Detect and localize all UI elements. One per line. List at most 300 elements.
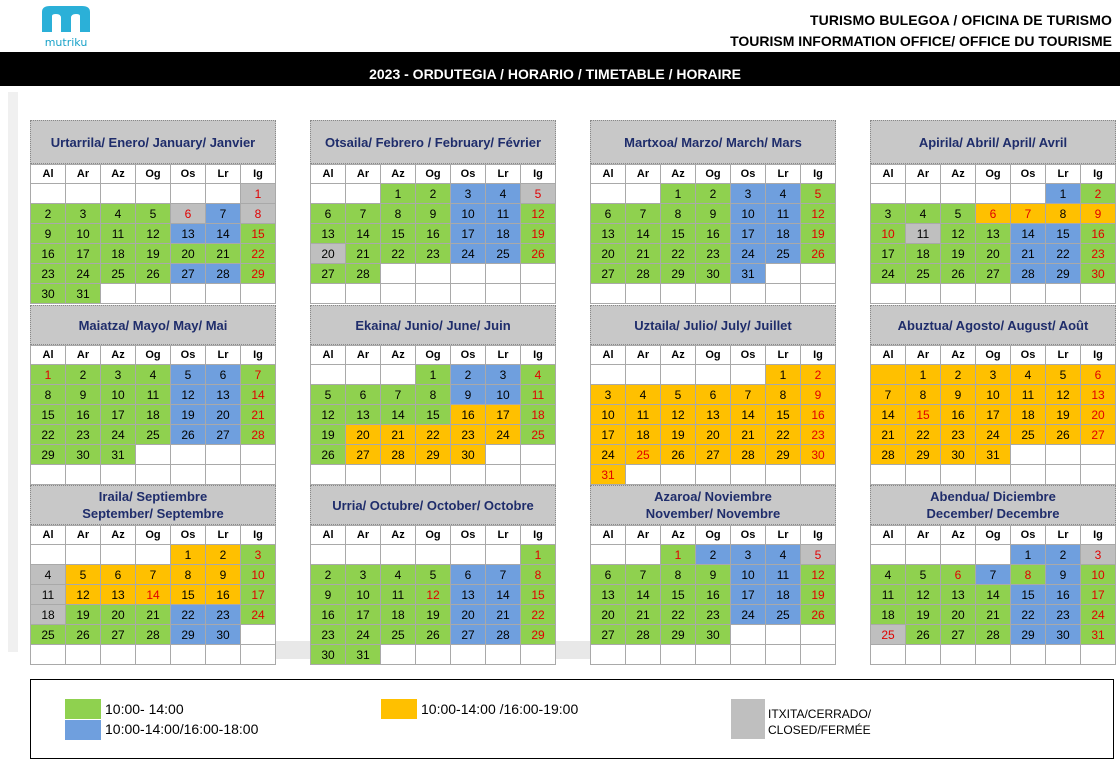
week-row [311, 284, 556, 304]
weekday-label: Ar [626, 526, 661, 545]
day-cell: 1 [1046, 184, 1081, 204]
empty-day-cell [241, 645, 276, 665]
day-cell: 15 [661, 224, 696, 244]
day-cell: 29 [1011, 625, 1046, 645]
day-cell: 9 [801, 385, 836, 405]
day-cell: 5 [311, 385, 346, 405]
weekday-label: Az [941, 165, 976, 184]
day-cell: 11 [766, 565, 801, 585]
day-cell: 26 [801, 244, 836, 264]
empty-day-cell [381, 465, 416, 485]
day-cell: 26 [171, 425, 206, 445]
day-cell: 8 [521, 565, 556, 585]
weekday-header-row [591, 346, 836, 365]
day-cell: 18 [486, 224, 521, 244]
day-cell: 23 [31, 264, 66, 284]
empty-day-cell [731, 645, 766, 665]
day-cell: 13 [206, 385, 241, 405]
empty-day-cell [1011, 284, 1046, 304]
day-cell: 18 [871, 605, 906, 625]
day-cell: 8 [241, 204, 276, 224]
day-cell: 21 [731, 425, 766, 445]
day-cell: 12 [1046, 385, 1081, 405]
week-row [871, 565, 1116, 585]
day-cell: 27 [941, 625, 976, 645]
day-cell: 23 [206, 605, 241, 625]
weekday-label: Lr [486, 165, 521, 184]
weekday-label: Az [661, 346, 696, 365]
empty-day-cell [451, 264, 486, 284]
weekday-label: Az [101, 346, 136, 365]
day-cell: 17 [486, 405, 521, 425]
day-cell: 9 [451, 385, 486, 405]
week-row [591, 365, 836, 385]
day-cell: 21 [871, 425, 906, 445]
day-cell: 4 [871, 565, 906, 585]
empty-day-cell [1046, 445, 1081, 465]
empty-day-cell [661, 284, 696, 304]
empty-day-cell [241, 445, 276, 465]
empty-day-cell [171, 184, 206, 204]
empty-day-cell [311, 365, 346, 385]
weekday-label: Az [661, 165, 696, 184]
day-cell: 6 [311, 204, 346, 224]
day-cell: 16 [1046, 585, 1081, 605]
day-cell: 11 [486, 204, 521, 224]
day-cell: 15 [31, 405, 66, 425]
weekday-label: Og [696, 165, 731, 184]
empty-day-cell [941, 545, 976, 565]
day-cell: 10 [101, 385, 136, 405]
day-cell: 14 [206, 224, 241, 244]
day-cell: 3 [101, 365, 136, 385]
day-cell: 12 [416, 585, 451, 605]
day-cell: 7 [731, 385, 766, 405]
week-row [31, 244, 276, 264]
weekday-label: Os [731, 526, 766, 545]
empty-day-cell [206, 645, 241, 665]
empty-day-cell [591, 284, 626, 304]
empty-day-cell [871, 184, 906, 204]
day-cell: 3 [486, 365, 521, 385]
day-cell: 17 [451, 224, 486, 244]
empty-day-cell [31, 545, 66, 565]
day-cell: 14 [136, 585, 171, 605]
empty-day-cell [1081, 445, 1116, 465]
empty-day-cell [941, 645, 976, 665]
day-cell: 21 [486, 605, 521, 625]
logo-text: mutriku [44, 36, 88, 49]
day-cell: 25 [906, 264, 941, 284]
day-cell: 15 [906, 405, 941, 425]
day-cell: 9 [941, 385, 976, 405]
empty-day-cell [1081, 645, 1116, 665]
day-cell: 17 [241, 585, 276, 605]
day-cell: 18 [521, 405, 556, 425]
weekday-label: Og [696, 346, 731, 365]
day-cell: 1 [171, 545, 206, 565]
day-cell: 17 [731, 224, 766, 244]
month-april [870, 120, 1116, 304]
weekday-header-row [31, 346, 276, 365]
day-cell: 28 [731, 445, 766, 465]
day-cell: 7 [626, 204, 661, 224]
day-cell: 23 [696, 244, 731, 264]
empty-day-cell [311, 284, 346, 304]
day-cell: 28 [381, 445, 416, 465]
week-row [31, 204, 276, 224]
day-cell: 8 [171, 565, 206, 585]
day-cell: 12 [661, 405, 696, 425]
empty-day-cell [801, 284, 836, 304]
week-row [311, 425, 556, 445]
empty-day-cell [941, 184, 976, 204]
month-title: Uztaila/ Julio/ July/ Juillet [590, 305, 836, 345]
day-cell: 16 [31, 244, 66, 264]
day-cell: 30 [31, 284, 66, 304]
month-title: Urtarrila/ Enero/ January/ Janvier [30, 120, 276, 164]
day-cell: 20 [1081, 405, 1116, 425]
empty-day-cell [101, 184, 136, 204]
empty-day-cell [381, 284, 416, 304]
day-cell: 1 [1011, 545, 1046, 565]
empty-day-cell [976, 645, 1011, 665]
weekday-label: Lr [766, 526, 801, 545]
empty-day-cell [626, 184, 661, 204]
day-cell: 25 [871, 625, 906, 645]
day-cell: 24 [241, 605, 276, 625]
weekday-label: Og [416, 346, 451, 365]
day-cell: 13 [171, 224, 206, 244]
day-cell: 3 [66, 204, 101, 224]
weekday-label: Ig [241, 346, 276, 365]
week-row [311, 244, 556, 264]
day-cell: 28 [626, 264, 661, 284]
day-cell: 2 [1046, 545, 1081, 565]
day-cell: 4 [626, 385, 661, 405]
day-cell: 14 [871, 405, 906, 425]
day-cell: 18 [626, 425, 661, 445]
day-cell: 18 [906, 244, 941, 264]
empty-day-cell [381, 264, 416, 284]
month-december [870, 485, 1116, 665]
day-cell: 5 [801, 184, 836, 204]
day-cell: 30 [696, 264, 731, 284]
day-cell: 13 [591, 585, 626, 605]
week-row [591, 565, 836, 585]
weekday-label: Os [1011, 526, 1046, 545]
week-row [311, 465, 556, 485]
day-cell: 13 [101, 585, 136, 605]
weekday-label: Al [311, 346, 346, 365]
day-cell: 21 [626, 605, 661, 625]
day-cell: 20 [591, 244, 626, 264]
office-title-basque-spanish: TURISMO BULEGOA / OFICINA DE TURISMO [809, 12, 1112, 28]
week-row [311, 445, 556, 465]
week-row [871, 264, 1116, 284]
day-cell: 22 [31, 425, 66, 445]
day-cell: 13 [346, 405, 381, 425]
week-row [871, 625, 1116, 645]
empty-day-cell [871, 545, 906, 565]
day-cell: 21 [381, 425, 416, 445]
legend-orange-label: 10:00-14:00 /16:00-19:00 [421, 701, 579, 717]
day-cell: 8 [766, 385, 801, 405]
empty-day-cell [731, 284, 766, 304]
day-cell: 27 [206, 425, 241, 445]
day-cell: 17 [976, 405, 1011, 425]
day-cell: 7 [381, 385, 416, 405]
empty-day-cell [451, 645, 486, 665]
day-cell: 20 [976, 244, 1011, 264]
day-cell: 7 [871, 385, 906, 405]
day-cell: 28 [1011, 264, 1046, 284]
day-cell: 19 [171, 405, 206, 425]
day-cell: 19 [416, 605, 451, 625]
week-row [591, 445, 836, 465]
day-cell: 25 [766, 605, 801, 625]
day-cell: 2 [416, 184, 451, 204]
day-cell: 8 [31, 385, 66, 405]
day-cell: 24 [451, 244, 486, 264]
day-cell: 25 [101, 264, 136, 284]
day-cell: 14 [1011, 224, 1046, 244]
empty-day-cell [66, 184, 101, 204]
week-row [871, 465, 1116, 485]
day-cell: 20 [101, 605, 136, 625]
spacer [276, 641, 310, 659]
empty-day-cell [626, 365, 661, 385]
weekday-header-row [871, 346, 1116, 365]
day-cell: 23 [1081, 244, 1116, 264]
day-cell: 23 [416, 244, 451, 264]
weekday-label: Ar [906, 526, 941, 545]
empty-day-cell [346, 365, 381, 385]
week-row [311, 405, 556, 425]
week-row [31, 425, 276, 445]
empty-day-cell [31, 465, 66, 485]
day-cell: 30 [1081, 264, 1116, 284]
weekday-label: Os [731, 346, 766, 365]
day-cell: 23 [311, 625, 346, 645]
day-cell: 7 [1011, 204, 1046, 224]
day-cell: 3 [1081, 545, 1116, 565]
weekday-label: Os [451, 346, 486, 365]
empty-day-cell [941, 284, 976, 304]
empty-day-cell [346, 284, 381, 304]
empty-day-cell [136, 445, 171, 465]
timetable-title: 2023 - ORDUTEGIA / HORARIO / TIMETABLE / HORAIRE [369, 66, 741, 82]
empty-day-cell [101, 645, 136, 665]
empty-day-cell [241, 465, 276, 485]
day-cell: 9 [1081, 204, 1116, 224]
day-cell: 3 [241, 545, 276, 565]
day-cell: 2 [451, 365, 486, 385]
month-title: Maiatza/ Mayo/ May/ Mai [30, 305, 276, 345]
day-cell: 24 [66, 264, 101, 284]
day-cell: 26 [416, 625, 451, 645]
day-cell: 16 [1081, 224, 1116, 244]
day-cell: 16 [451, 405, 486, 425]
day-cell: 2 [206, 545, 241, 565]
day-cell: 29 [241, 264, 276, 284]
month-august [870, 305, 1116, 485]
weekday-label: Ar [906, 346, 941, 365]
day-cell: 29 [1046, 264, 1081, 284]
weekday-label: Lr [206, 165, 241, 184]
week-row [591, 224, 836, 244]
day-cell: 4 [136, 365, 171, 385]
day-cell: 30 [66, 445, 101, 465]
day-cell: 18 [766, 585, 801, 605]
day-cell: 5 [941, 204, 976, 224]
day-cell: 1 [381, 184, 416, 204]
day-cell: 26 [801, 605, 836, 625]
day-cell: 19 [66, 605, 101, 625]
day-cell: 1 [661, 184, 696, 204]
day-cell: 18 [766, 224, 801, 244]
empty-day-cell [661, 465, 696, 485]
day-cell: 22 [1046, 244, 1081, 264]
weekday-label: Lr [1046, 165, 1081, 184]
empty-day-cell [661, 365, 696, 385]
empty-day-cell [1011, 645, 1046, 665]
week-row [311, 565, 556, 585]
month-table [30, 525, 276, 665]
empty-day-cell [346, 545, 381, 565]
empty-day-cell [311, 545, 346, 565]
weekday-label: Al [871, 165, 906, 184]
empty-day-cell [206, 465, 241, 485]
weekday-label: Ar [346, 526, 381, 545]
day-cell: 30 [311, 645, 346, 665]
week-row [591, 585, 836, 605]
day-cell: 2 [801, 365, 836, 385]
day-cell: 28 [136, 625, 171, 645]
day-cell: 10 [66, 224, 101, 244]
day-cell: 10 [731, 565, 766, 585]
empty-day-cell [136, 284, 171, 304]
empty-day-cell [101, 284, 136, 304]
weekday-label: Az [381, 165, 416, 184]
day-cell: 12 [171, 385, 206, 405]
day-cell: 1 [241, 184, 276, 204]
spacer [556, 641, 590, 659]
day-cell: 29 [171, 625, 206, 645]
weekday-label: Og [696, 526, 731, 545]
day-cell: 3 [451, 184, 486, 204]
day-cell: 8 [416, 385, 451, 405]
day-cell: 2 [66, 365, 101, 385]
empty-day-cell [136, 545, 171, 565]
empty-day-cell [486, 445, 521, 465]
week-row [871, 284, 1116, 304]
day-cell: 1 [906, 365, 941, 385]
empty-day-cell [381, 545, 416, 565]
empty-day-cell [416, 284, 451, 304]
month-table [870, 164, 1116, 304]
month-title: Iraila/ Septiembre September/ Septembre [30, 485, 276, 525]
weekday-label: Ar [66, 526, 101, 545]
empty-day-cell [66, 465, 101, 485]
day-cell: 7 [976, 565, 1011, 585]
weekday-header-row [31, 526, 276, 545]
empty-day-cell [136, 184, 171, 204]
day-cell: 19 [941, 244, 976, 264]
empty-day-cell [101, 465, 136, 485]
day-cell: 29 [661, 264, 696, 284]
empty-day-cell [626, 645, 661, 665]
week-row [591, 405, 836, 425]
day-cell: 17 [871, 244, 906, 264]
day-cell: 9 [206, 565, 241, 585]
day-cell: 30 [801, 445, 836, 465]
weekday-label: Al [591, 346, 626, 365]
day-cell: 30 [451, 445, 486, 465]
month-title: Abendua/ Diciembre December/ Decembre [870, 485, 1116, 525]
day-cell: 19 [311, 425, 346, 445]
day-cell: 20 [311, 244, 346, 264]
day-cell: 2 [31, 204, 66, 224]
day-cell: 26 [66, 625, 101, 645]
day-cell: 29 [521, 625, 556, 645]
weekday-label: Al [31, 165, 66, 184]
week-row [871, 545, 1116, 565]
empty-day-cell [171, 284, 206, 304]
day-cell: 14 [381, 405, 416, 425]
day-cell: 17 [731, 585, 766, 605]
empty-day-cell [1046, 465, 1081, 485]
month-july [590, 305, 836, 485]
day-cell: 5 [136, 204, 171, 224]
legend-closed-line2: CLOSED/FERMÉE [768, 723, 871, 737]
weekday-label: Lr [486, 346, 521, 365]
week-row [871, 425, 1116, 445]
day-cell: 29 [906, 445, 941, 465]
day-cell: 5 [801, 545, 836, 565]
empty-day-cell [416, 264, 451, 284]
day-cell: 11 [101, 224, 136, 244]
week-row [31, 284, 276, 304]
week-row [871, 385, 1116, 405]
empty-day-cell [661, 645, 696, 665]
weekday-label: Os [171, 165, 206, 184]
day-cell: 21 [346, 244, 381, 264]
month-title: Azaroa/ Noviembre November/ Novembre [590, 485, 836, 525]
empty-day-cell [31, 645, 66, 665]
day-cell: 1 [661, 545, 696, 565]
office-title-english-french: TOURISM INFORMATION OFFICE/ OFFICE DU TOURISME [730, 33, 1112, 49]
empty-day-cell [241, 284, 276, 304]
empty-day-cell [241, 625, 276, 645]
day-cell: 22 [416, 425, 451, 445]
day-cell: 9 [696, 565, 731, 585]
empty-day-cell [906, 184, 941, 204]
month-title: Otsaila/ Febrero / February/ Février [310, 120, 556, 164]
day-cell: 2 [696, 184, 731, 204]
day-cell: 20 [451, 605, 486, 625]
legend-gray-swatch [731, 699, 765, 739]
legend-green-label: 10:00- 14:00 [105, 701, 184, 717]
empty-day-cell [906, 465, 941, 485]
day-cell: 10 [871, 224, 906, 244]
day-cell: 11 [381, 585, 416, 605]
day-cell: 25 [486, 244, 521, 264]
day-cell: 24 [1081, 605, 1116, 625]
day-cell: 14 [626, 585, 661, 605]
day-cell: 30 [206, 625, 241, 645]
empty-day-cell [976, 184, 1011, 204]
